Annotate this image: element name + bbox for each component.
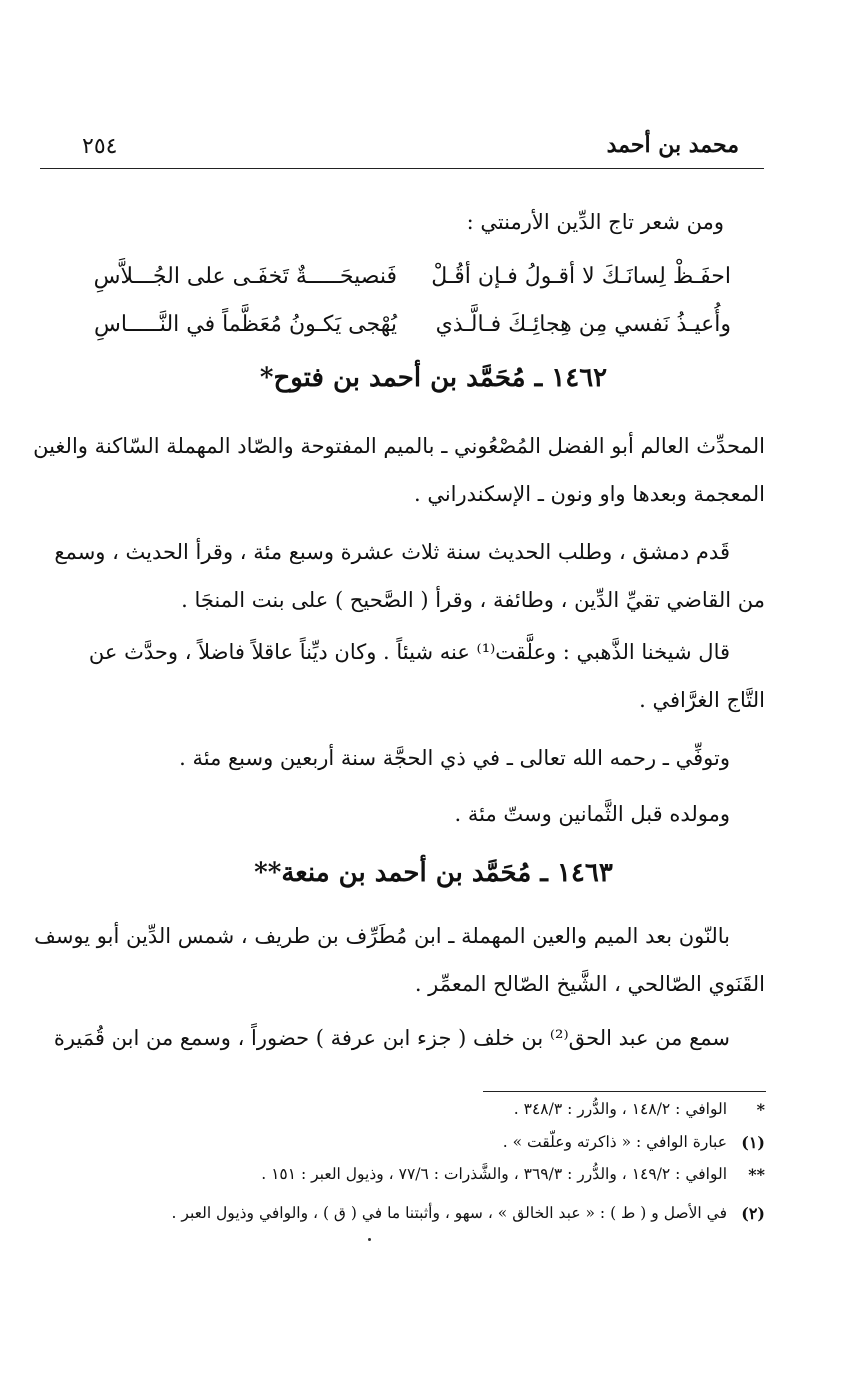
footnote-text: في الأصل و ( ط ) : « عبد الخالق » ، سهو ، وأثبتنا ما في ( ق ) ، والوافي وذيول العبر . xyxy=(171,1204,727,1222)
footnote-mark: (٢) xyxy=(741,1204,765,1223)
footnote-text: الوافي : ١٤٨/٢ ، والدُّرر : ٣٤٨/٣ . xyxy=(513,1100,727,1118)
entry-1462-para-3-line-2: التَّاج الغرَّافي . xyxy=(639,688,765,712)
entry-1463-para-2-line-1: سمع من عبد الحق⁽²⁾ بن خلف ( جزء ابن عرفة ) حضوراً ، وسمع من ابن قُمَيرة xyxy=(53,1026,730,1050)
verse-2-second-hemistich: يُهْجى يَكـونُ مُعَظَّماً في النَّـــــاسِ xyxy=(94,312,397,337)
entry-1462-para-1-line-2: المعجمة وبعدها واو ونون ـ الإسكندراني . xyxy=(413,482,765,506)
poetry-intro-line: ومن شعر تاج الدِّين الأرمنتي : xyxy=(466,210,724,234)
running-header-title: محمد بن أحمد xyxy=(606,132,739,158)
footnote-text: الوافي : ١٤٩/٢ ، والدُّرر : ٣٦٩/٣ ، والشَّذرات : ٧٧/٦ ، وذيول العبر : ١٥١ . xyxy=(261,1165,727,1183)
entry-1462-para-1-line-1: المحدِّث العالم أبو الفضل المُصْعُوني ـ بالميم المفتوحة والصّاد المهملة السّاكنة والغين xyxy=(33,434,765,458)
footnote-mark: * xyxy=(756,1100,765,1119)
entry-1463-para-1-line-1: بالنّون بعد الميم والعين المهملة ـ ابن مُطَرِّف بن طريف ، شمس الدِّين أبو يوسف xyxy=(34,924,730,948)
entry-heading-1463: ١٤٦٣ ـ مُحَمَّد بن أحمد بن منعة** xyxy=(254,858,613,888)
print-speck xyxy=(368,1238,371,1241)
footnote-divider xyxy=(483,1091,766,1092)
verse-1-second-hemistich: فَنصيحَـــــةٌ تَخفَـى على الجُـــلاَّسِ xyxy=(93,264,397,289)
page-number: ٢٥٤ xyxy=(82,134,118,159)
footnote-mark: ** xyxy=(748,1165,765,1184)
entry-1462-para-2-line-2: من القاضي تقيِّ الدِّين ، وطائفة ، وقرأ ( الصَّحيح ) على بنت المنجَا . xyxy=(181,588,765,612)
verse-1-first-hemistich: احفَـظْ لِسانَـكَ لا أقـولُ فـإن أقُـلْ xyxy=(431,264,731,289)
entry-1462-para-3-line-1: قال شيخنا الذَّهبي : وعلَّقت⁽¹⁾ عنه شيئاً . وكان ديِّناً عاقلاً فاضلاً ، وحدَّث عن xyxy=(88,640,730,664)
verse-2-first-hemistich: وأُعيـذُ نَفسي مِن هِجائِـكَ فـالَّـذي xyxy=(435,312,731,337)
entry-1462-para-2-line-1: قَدم دمشق ، وطلب الحديث سنة ثلاث عشرة وسبع مئة ، وقرأ الحديث ، وسمع xyxy=(54,540,730,564)
entry-heading-1462: ١٤٦٢ ـ مُحَمَّد بن أحمد بن فتوح* xyxy=(259,363,608,393)
entry-1463-para-1-line-2: القَنَوي الصّالحي ، الشَّيخ الصّالح المعمِّر . xyxy=(414,972,765,996)
footnote-text: عبارة الوافي : « ذاكرته وعلّقت » . xyxy=(502,1133,727,1151)
entry-1462-para-4: وتوفِّي ـ رحمه الله تعالى ـ في ذي الحجَّة سنة أربعين وسبع مئة . xyxy=(179,746,730,770)
footnote-mark: (١) xyxy=(741,1133,765,1152)
entry-1462-para-5: ومولده قبل الثَّمانين وستّ مئة . xyxy=(454,802,730,826)
header-divider xyxy=(40,168,764,169)
